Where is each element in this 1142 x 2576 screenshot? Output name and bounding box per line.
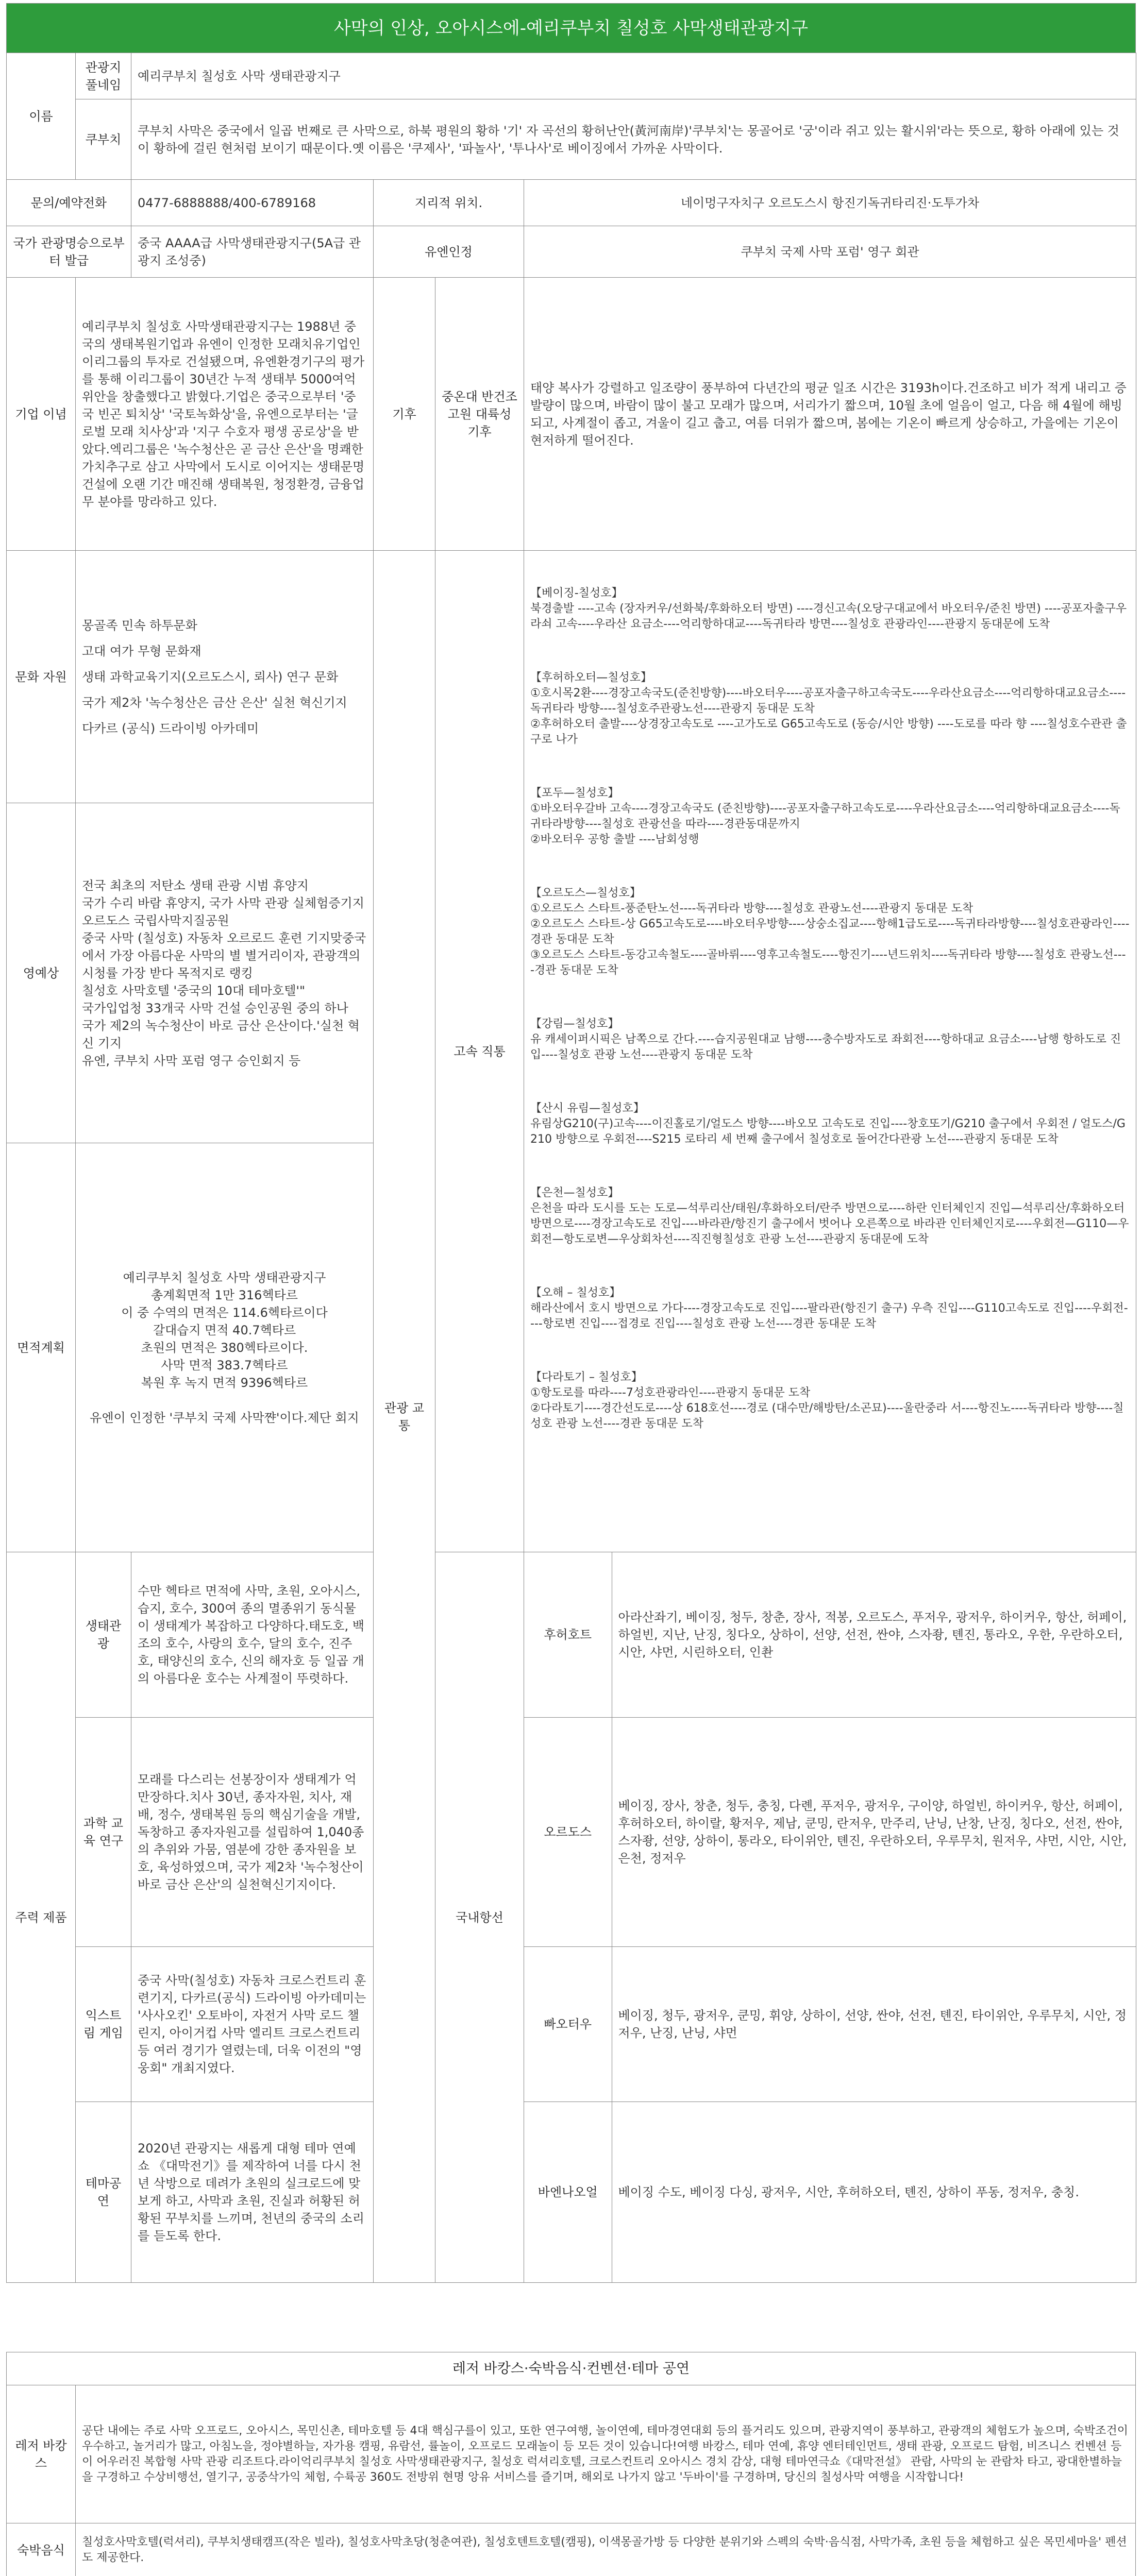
product-name: 테마공연 — [76, 2102, 131, 2283]
culture-label: 문화 자원 — [7, 551, 76, 803]
route-yinchuan: 【은천—칠성호】 은천을 따라 도시를 도는 도로—석루리산/태원/후화하오터/란주 방면으로----하란 인터체인지 진입—석루리산/후화하오터 방면으로----경장고속도로 진입----바라관/항진기 출구에서 벗어나 오른쪽으로 바라관 인터체인지로----우회전—G110—우회전—항도로변—우상회차선----직진형칠성호 관광 노선----관광지 동대문에 도착 — [530, 1187, 1129, 1246]
climate-value: 태양 복사가 강렬하고 일조량이 풍부하여 다년간의 평균 일조 시간은 3193h이다.건조하고 비가 적게 내리고 증발량이 많으며, 바람이 많이 불고 모래가 많으며, 서리가기 짧으며, 10월 초에 얼음이 얼고, 다음 해 4월에 해빙되고, 사계절이 좁고, 겨울이 길고 춥고, 여름 더위가 짧으며, 봄에는 기온이 빠르게 상승하고, 가을에는 기온이 현저하게 떨어진다. — [524, 278, 1136, 551]
product-value: 중국 사막(칠성호) 자동차 크로스컨트리 훈련기지, 다카르(공식) 드라이빙 아카데미는 '사사오킨' 오토바이, 자전거 사막 로드 챌린지, 아이거컵 사막 엘리트 크로스컨트리 등 여러 경기가 열렸는데, 더욱 이전의 "영웅회" 개최지였다. — [131, 1947, 374, 2102]
section2-title: 레저 바캉스·숙박음식·컨벤션·테마 공연 — [6, 2352, 1136, 2385]
product-value: 2020년 관광지는 새롭게 대형 테마 연예쇼 《대막전기》를 제작하여 너를 다시 천년 삭방으로 데려가 초원의 실크로드에 맞보게 하고, 사막과 초원, 진실과 허황된 허황된 꾸부치를 느끼며, 천년의 중국의 소리를 듣도록 한다. — [131, 2102, 374, 2283]
route-hohhot: 【후허하오터—칠성호】 ①호시목2환----경장고속국도(준친방향)----바오터우----공포자출구하고속국도----우라산요금소----억리항하대교요금소----독귀타라 방향----칠성호주관광노선----관광지 동대문 도착 ②후허하오터 출발----상경장고속도로 ----고가도로 G65고속도로 (동승/시안 방향) ----도로를 따라 향 ----칠성호수관관 출구로 나가 — [530, 671, 1127, 746]
route-yulin: 【산시 유림—칠성호】 유림상G210(구)고속----이진홀로기/얼도스 방향----바오모 고속도로 진입----창호또기/G210 출구에서 우회전 / 얼도스/G210 방향으로 우회전----S215 로타리 세 번째 출구에서 칠성호로 돌어간다관광 노선----관광지 동대문 도착 — [530, 1102, 1126, 1146]
climate-label: 기후 — [374, 278, 435, 551]
product-name: 생태관광 — [76, 1552, 131, 1718]
section-gap — [6, 2283, 1136, 2352]
product-value: 모래를 다스리는 선봉장이자 생태계가 억만장하다.치사 30년, 종자자원, 치사, 재배, 정수, 생태복원 등의 핵심기술을 개발, 독창하고 종자자원고를 설립하여 1,040종의 추위와 가뭄, 염분에 강한 종자원을 보호, 육성하였으며, 국가 제2차 '녹수청산이 바로 금산 은산'의 실천혁신기지이다. — [131, 1718, 374, 1947]
name-label: 이름 — [7, 53, 76, 180]
airline-value: 베이징, 청두, 광저우, 쿤밍, 휘양, 상하이, 선양, 싼야, 선전, 톈진, 타이위안, 우루무치, 시안, 정저우, 난징, 난닝, 샤먼 — [618, 2008, 1127, 2040]
highway-label: 고속 직통 — [435, 551, 524, 1552]
lodging-value: 칠성호사막호텔(럭셔리), 쿠부치생태캠프(작은 빌라), 칠성호사막초당(청춘여관), 칠성호텐트호텔(캠핑), 이색몽골가방 등 다양한 분위기와 스펙의 숙박·음식점, 사막가족, 초원 등을 체험하고 싶은 목민세마을' 펜션도 제공한다. — [76, 2523, 1136, 2576]
rating-label: 국가 관광명승으로부터 발급 — [7, 226, 131, 278]
climate-sub-label: 중온대 반건조 고원 대륙성 기후 — [435, 278, 524, 551]
airline-value: 아라산좌기, 베이징, 청두, 창춘, 장사, 적봉, 오르도스, 푸저우, 광저우, 하이커우, 항산, 허페이, 하얼빈, 지난, 난징, 칭다오, 상하이, 선양, 선전, 싼야, 스자좡, 톈진, 통라오, 우한, 우란하오터, 시안, 샤먼, 시린하오터, 인촨 — [618, 1610, 1127, 1659]
airline-grid — [524, 1718, 1136, 1947]
heritage-value: 쿠부치 국제 사막 포럼' 영구 회관 — [524, 226, 1136, 278]
culture-item: 몽골족 민속 하투문화 — [82, 618, 197, 633]
culture-item: 다카르 (공식) 드라이빙 아카데미 — [82, 721, 259, 736]
leisure-label: 레저 바캉스 — [7, 2385, 76, 2523]
culture-list — [76, 551, 374, 803]
product-name: 과학 교육 연구 — [76, 1718, 131, 1947]
page-title: 사막의 인상, 오아시스에-예리쿠부치 칠성호 사막생태관광지구 — [6, 3, 1136, 53]
official-name-label: 관광지 풀네임 — [76, 53, 131, 99]
culture-item: 국가 제2차 '녹수청산은 금산 은산' 실천 혁신기지 — [82, 695, 347, 710]
airline-grid — [524, 2102, 1136, 2283]
rating-value: 중국 AAAA급 사막생태관광지구(5A급 관광지 조성중) — [131, 226, 374, 278]
route-wuhai: 【오해 – 칠성호】 해라산에서 호시 방면으로 가다----경장고속도로 진입----팔라관(항진기 출구) 우측 진입----G110고속도로 진입----우회전----항로변 진입----접경로 진입----칠성호 관광 노선----경관 동대문 도착 — [530, 1286, 1128, 1330]
airline-name: 빠오터우 — [524, 1947, 612, 2102]
honor-label: 영예상 — [7, 803, 76, 1143]
contact-label: 문의/예약전화 — [7, 180, 131, 226]
airline-name: 후허호트 — [524, 1552, 612, 1717]
page — [6, 0, 1136, 2576]
product-name: 익스트림 게임 — [76, 1947, 131, 2102]
official-name-value: 예리쿠부치 칠성호 사막 생태관광지구 — [131, 53, 1136, 99]
leisure-value: 공단 내에는 주로 사막 오프로드, 오아시스, 목민신촌, 테마호텔 등 4대 핵심구를이 있고, 또한 연구여행, 놀이연예, 테마경연대회 등의 플거리도 있으며, 관광지역이 풍부하고, 관광객의 체험도가 높으며, 숙박조건이 우수하고, 놀거리가 많고, 아침노을, 정야별하늘, 자가용 캠핑, 유람선, 률놀이, 오프로드 모래놀이 등 모든 것이 있습니다!여행 바캉스, 테마 연예, 휴양 엔터테인먼트, 생태 관광, 오프로드 탐험, 비즈니스 컨벤션 등이 어우러진 복합형 사막 관광 리조트다.라이억리쿠부치 칠성호 사막생태관광지구, 칠성호 럭셔리호텔, 크로스컨트리 오아시스 경치 감상, 대형 테마연극쇼《대막전설》 관람, 사막의 눈 관람차 타고, 광대한별하늘을 구경하고 수상비행선, 열기구, 공중삭가익 체험, 수륙공 360도 전방위 현명 앙유 서비스를 즐기며, 해외로 나가지 않고 '두바이'를 구경하며, 당신의 칠성사막 여행을 시작합니다! — [76, 2385, 1136, 2523]
route-dalat: 【다라토기 – 칠성호】 ①항도로를 따라----7성호관광라인----관광지 동대문 도착 ②다라토기----경간선도로----상 618호선----경로 (대수만/해방탄/소곤묘)----울란중라 서----항진노----독귀타라 방향----칠성호 관광 노선----경관 동대문 도착 — [530, 1371, 1124, 1430]
culture-item: 고대 여가 무형 문화재 — [82, 643, 201, 658]
kubuqi-value: 쿠부치 사막은 중국에서 일곱 번째로 큰 사막으로, 하북 평원의 황하 '기' 자 곡선의 황허난안(黃河南岸)'쿠부치'는 몽골어로 '궁'이라 쥐고 있는 활시위'라는 뜻으로, 황하 아래에 있는 것이 황하에 걸린 현처럼 보이기 때문이다.옛 이름은 '쿠제사', '파놀사', '투나사'로 베이징에서 가까운 사막이다. — [131, 99, 1136, 180]
products-label: 주력 제품 — [7, 1552, 76, 2283]
transport-label: 관광 교통 — [374, 551, 435, 2283]
lodging-label: 숙박음식 — [7, 2523, 76, 2576]
airline-grid — [524, 1552, 1136, 1718]
culture-item: 생태 과학교육기지(오르도스시, 뢰사) 연구 문화 — [82, 669, 339, 684]
area-label: 면적계획 — [7, 1143, 76, 1552]
area-value: 예리쿠부치 칠성호 사막 생태관광지구 총계획면적 1만 316헥타르 이 중 수역의 면적은 114.6헥타르이다 갈대습지 면적 40.7헥타르 초원의 면적은 380헥타르이다. 사막 면적 383.7헥타르 복원 후 녹지 면적 9396헥타르 유엔이 인정한 '쿠부치 국제 사막쨘'이다.제단 회지 — [76, 1143, 374, 1552]
route-gangnim: 【강림—칠성호】 유 캐세이퍼시픽은 남쪽으로 간다.----습지공원대교 남행----충수방자도로 좌회전----항하대교 요금소----남행 항하도로 진입----칠성호 관광 노선----관광지 동대문 도착 — [530, 1018, 1121, 1061]
product-value: 수만 헥타르 면적에 사막, 초원, 오아시스, 습지, 호수, 300여 종의 멸종위기 동식물이 생태계가 복잡하고 다양하다.태도호, 백조의 호수, 사랑의 호수, 달의 호수, 진주호, 태양신의 호수, 신의 해자호 등 일곱 개의 아름다운 호수는 사계절이 뚜렷하다. — [131, 1552, 374, 1718]
route-beijing: 【베이징-칠성호】 북경출발 ----고속 (장자커우/선화북/후화하오터 방면) ----경신고속(오당구대교에서 바오터우/준친 방면) ----공포자출구우라쇠 고속----우라산 요금소----억리항하대교----독귀타라 방면----칠성호 관광라인----관광지 동대문에 도착 — [530, 587, 1127, 631]
honor-value: 전국 최초의 저탄소 생태 관광 시범 휴양지 국가 수리 바람 휴양지, 국가 사막 관광 실체험증기지 오르도스 국립사막지질공원 중국 사막 (칠성호) 자동차 오르로드 훈련 기지맞중국에서 가장 아름다운 사막의 별 별거리이자, 관광객의 시청률 가장 받다 목적지로 랭킹 칠성호 사막호텔 '중국의 10대 테마호텔'" 국가입업청 33개국 사막 건설 승인공원 중의 하나 국가 제2의 녹수청산이 바로 금산 은산이다.'실천 혁신 기지 유엔, 쿠부치 사막 포럼 영구 승인회지 등 — [76, 803, 374, 1143]
route-ordos: 【오르도스—칠성호】 ①오르도스 스타트-풍준탄노선----독귀타라 방향----칠성호 관광노선----관광지 동대문 도착 ②오르도스 스타트-상 G65고속도로----바오터우방향----상숭소집교----항해1급도로----독귀타라방향----칠성호관광라인----경관 동대문 도착 ③오르도스 스타트-동강고속철도----골바뤼----영후고속철도----항진기----년드위치----독귀타라 방향----칠성호 관광노선----경관 동대문 도착 — [530, 887, 1130, 977]
airline-value: 베이징 수도, 베이징 다싱, 광저우, 시안, 후허하오터, 톈진, 상하이 푸동, 정저우, 충칭. — [618, 2185, 1079, 2199]
airline-value: 베이징, 장사, 창춘, 청두, 충칭, 다롄, 푸저우, 광저우, 구이양, 하얼빈, 하이커우, 항산, 허페이, 후허하오터, 하이랄, 황저우, 제남, 쿤밍, 란저우, 만주리, 난닝, 난창, 난징, 칭다오, 선전, 싼야, 스자좡, 선양, 상하이, 통라오, 타이위안, 톈진, 우란하오터, 우루무치, 원저우, 샤먼, 시안, 시안, 은천, 정저우 — [618, 1799, 1127, 1866]
highway-routes — [524, 551, 1136, 1552]
airline-name: 오르도스 — [524, 1718, 612, 1946]
location-value: 네이멍구자치구 오르도스시 항진기독귀타리진·도투가차 — [524, 180, 1136, 226]
heritage-label: 유엔인정 — [374, 226, 524, 278]
domestic-label: 국내항선 — [435, 1552, 524, 2283]
airline-grid — [524, 1947, 1136, 2102]
route-baotou: 【포두—칠성호】 ①바오터우갈바 고속----경장고속국도 (준친방향)----공포자출구하고속도로----우라산요금소----억리항하대교요금소----독귀타라방향----칠성호 관광선을 따라----경관동대문까지 ②바오터우 공항 출발 ----남회성행 — [530, 787, 1120, 846]
airline-name: 바엔나오얼 — [524, 2102, 612, 2282]
location-label: 지리적 위치. — [374, 180, 524, 226]
leisure-table — [6, 2385, 1136, 2576]
kubuqi-label: 쿠부치 — [76, 99, 131, 180]
company-label: 기업 이념 — [7, 278, 76, 551]
contact-value: 0477-6888888/400-6789168 — [131, 180, 374, 226]
main-info-table — [6, 53, 1136, 2283]
company-value: 예리쿠부치 칠성호 사막생태관광지구는 1988년 중국의 생태복원기업과 유엔이 인정한 모래치유기업인 이리그룹의 투자로 건설됐으며, 유엔환경기구의 평가를 통해 이리그룹이 30년간 누적 생태부 5000여억 위안을 창출했다고 밝혔다.기업은 중국으로부터 '중국 빈곤 퇴치상' '국토녹화상'을, 유엔으로부터는 '글로벌 모래 치사상'과 '지구 수호자 평생 공로상'을 받았다.엑리그룹은 '녹수청산은 곧 금산 은산'을 명쾌한 가치추구로 삼고 사막에서 도시로 이어지는 생태문명 건설에 오랜 기간 매진해 생태복원, 청정환경, 금융업무 분야를 망라하고 있다. — [76, 278, 374, 551]
